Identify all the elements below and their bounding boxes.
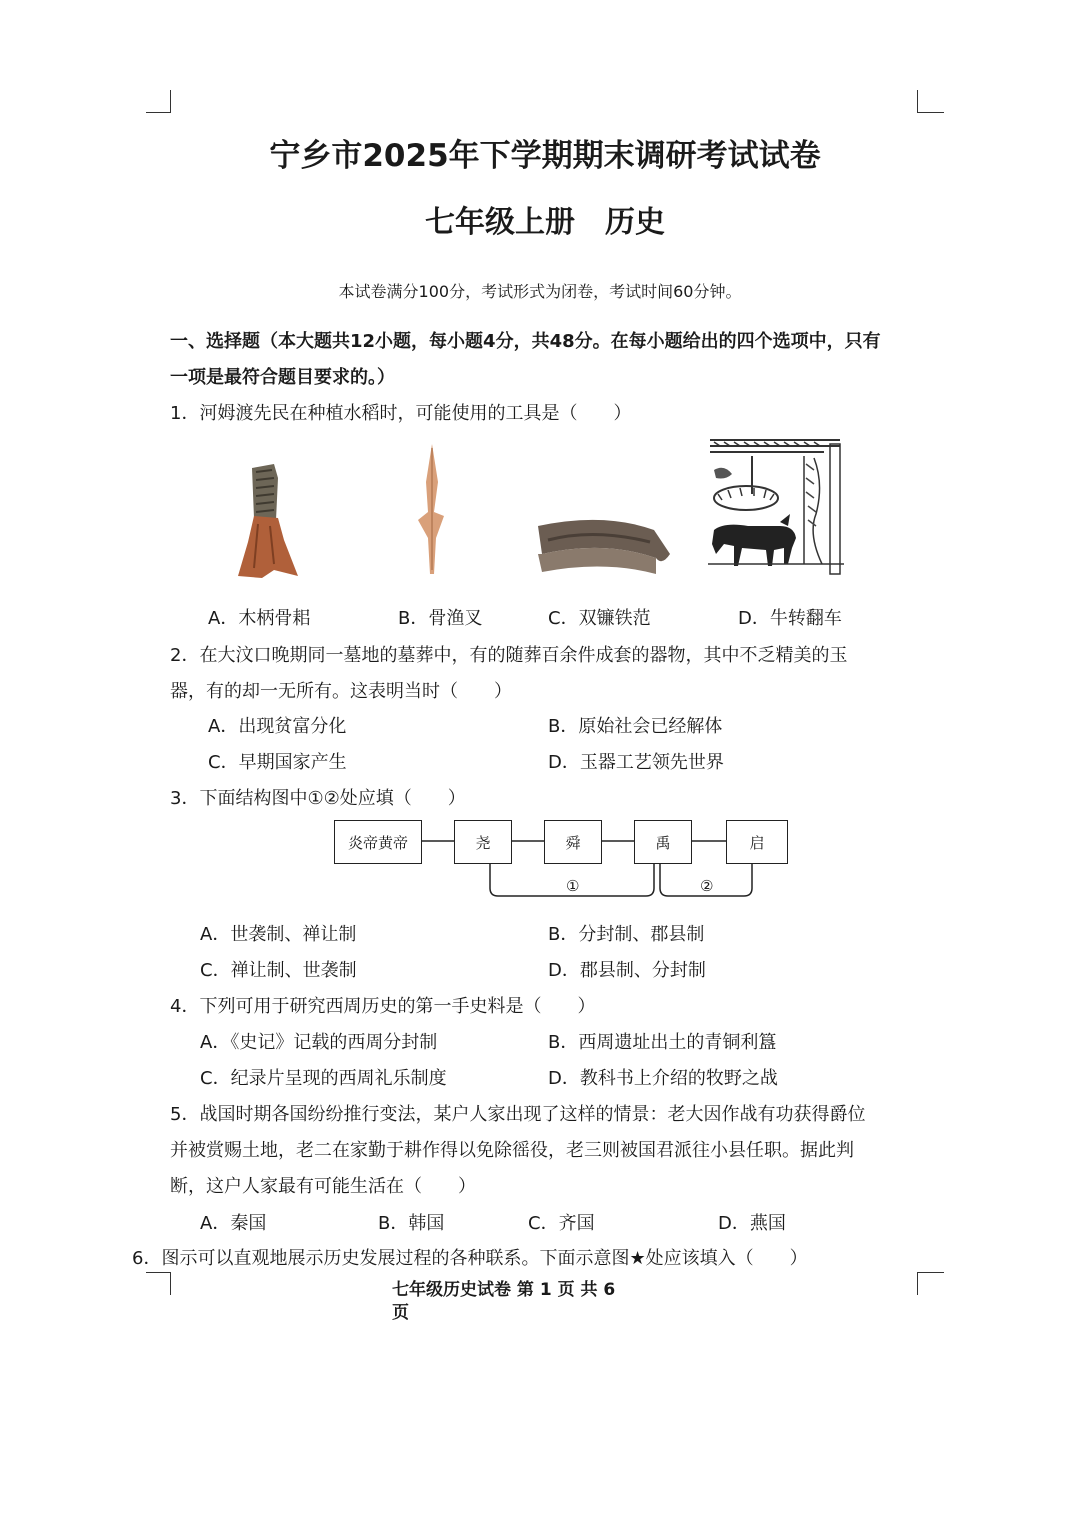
q3-option-b[interactable]: B．分封制、郡县制 [548, 924, 705, 945]
q2-option-a[interactable]: A．出现贫富分化 [208, 716, 347, 737]
q1-option-d[interactable]: D．牛转翻车 [738, 608, 842, 629]
bone-spade-image [234, 460, 300, 582]
exam-title: 宁乡市2025年下学期期末调研考试试卷 [269, 138, 821, 174]
q5-option-c[interactable]: C．齐国 [528, 1213, 595, 1234]
diagram-node-qi: 启 [726, 820, 788, 864]
q4-option-c[interactable]: C．纪录片呈现的西周礼乐制度 [200, 1068, 447, 1089]
q4-stem: 4．下列可用于研究西周历史的第一手史料是（ ） [170, 996, 596, 1017]
q3-option-c[interactable]: C．禅让制、世袭制 [200, 960, 357, 981]
crop-mark-bottom-right [917, 1272, 944, 1295]
q2-option-c[interactable]: C．早期国家产生 [208, 752, 347, 773]
q5-option-a[interactable]: A．秦国 [200, 1213, 267, 1234]
q3-stem: 3．下面结构图中①②处应填（ ） [170, 788, 466, 809]
q2-stem-line2: 器，有的却一无所有。这表明当时（ ） [170, 681, 512, 702]
q2-option-d[interactable]: D．玉器工艺领先世界 [548, 752, 724, 773]
diagram-node-shun: 舜 [544, 820, 602, 864]
diagram-mark-2: ② [700, 877, 714, 895]
iron-sickle-mold-image [534, 514, 674, 576]
q4-option-a[interactable]: A．《史记》记载的西周分封制 [200, 1032, 438, 1053]
section-heading-line1: 一、选择题（本大题共12小题，每小题4分，共48分。在每小题给出的四个选项中，只有 [170, 331, 881, 352]
crop-mark-bottom-left [146, 1272, 171, 1295]
q1-option-a[interactable]: A．木柄骨耜 [208, 608, 311, 629]
q3-option-a[interactable]: A．世袭制、禅让制 [200, 924, 357, 945]
q5-stem-line2: 并被赏赐土地，老二在家勤于耕作得以免除徭役，老三则被国君派往小县任职。据此判 [170, 1140, 854, 1161]
q3-option-d[interactable]: D．郡县制、分封制 [548, 960, 706, 981]
q4-option-d[interactable]: D．教科书上介绍的牧野之战 [548, 1068, 778, 1089]
bone-harpoon-image [412, 442, 452, 576]
q2-stem-line1: 2．在大汶口晚期同一墓地的墓葬中，有的随葬百余件成套的器物，其中不乏精美的玉 [170, 645, 848, 666]
q5-stem-line1: 5．战国时期各国纷纷推行变法，某户人家出现了这样的情景：老大因作战有功获得爵位 [170, 1104, 866, 1125]
crop-mark-top-left [146, 90, 171, 113]
exam-subtitle: 七年级上册 历史 [425, 205, 665, 240]
section-heading-line2: 一项是最符合题目要求的。） [170, 367, 395, 388]
diagram-node-yu: 禹 [634, 820, 692, 864]
exam-notice: 本试卷满分100分，考试形式为闭卷，考试时间60分钟。 [338, 282, 742, 301]
q5-stem-line3: 断，这户人家最有可能生活在（ ） [170, 1176, 476, 1197]
page-footer-line1: 七年级历史试卷 第 1 页 共 6 [392, 1280, 616, 1300]
diagram-node-yandi-huangdi: 炎帝黄帝 [334, 820, 422, 864]
succession-diagram [334, 816, 794, 902]
q5-option-b[interactable]: B．韩国 [378, 1213, 445, 1234]
page-footer-line2: 页 [392, 1303, 409, 1323]
q1-option-b[interactable]: B．骨渔叉 [398, 608, 483, 629]
q5-option-d[interactable]: D．燕国 [718, 1213, 786, 1234]
q1-stem: 1．河姆渡先民在种植水稻时，可能使用的工具是（ ） [170, 403, 632, 424]
crop-mark-top-right [917, 90, 944, 113]
diagram-node-yao: 尧 [454, 820, 512, 864]
q6-stem: 6．图示可以直观地展示历史发展过程的各种联系。下面示意图★处应该填入（ ） [132, 1248, 808, 1269]
diagram-mark-1: ① [566, 877, 580, 895]
ox-waterwheel-image [704, 434, 848, 578]
q1-option-c[interactable]: C．双镰铁范 [548, 608, 651, 629]
q4-option-b[interactable]: B．西周遗址出土的青铜利簋 [548, 1032, 777, 1053]
q2-option-b[interactable]: B．原始社会已经解体 [548, 716, 723, 737]
